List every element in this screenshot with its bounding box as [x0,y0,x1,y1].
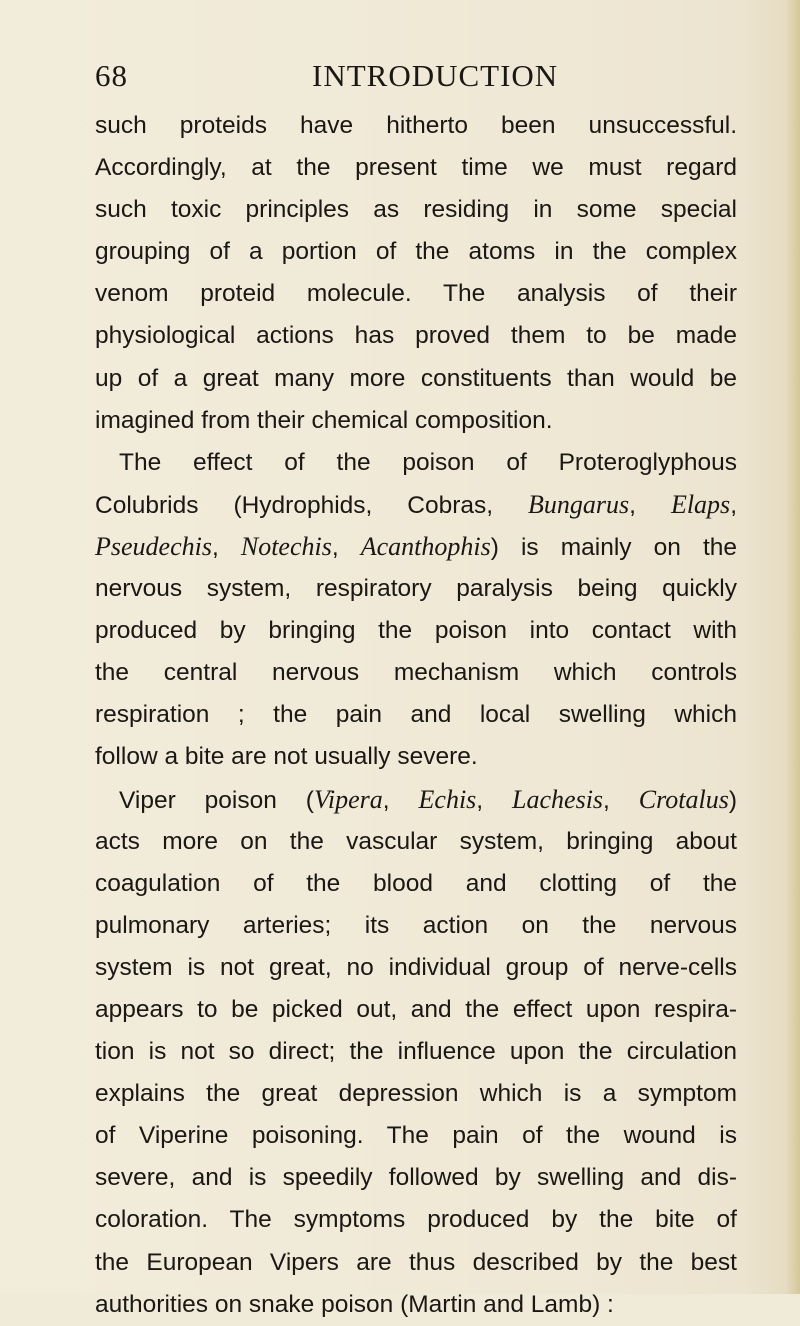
text-segment: severe, and is speedily followed by swelling and dis- [95,1164,737,1192]
text-segment: Viper poison ( [119,786,314,814]
text-segment: The effect of the poison of Proteroglyphous [119,448,737,476]
text-segment: imagined from their chemical composition. [95,406,553,434]
text-segment: , [629,491,671,519]
text-line [95,1284,737,1326]
text-segment: acts more on the vascular system, bringing about [95,827,737,855]
text-segment: of Viperine poisoning. The pain of the wound is [95,1122,737,1150]
page-edge-shadow [786,0,800,1294]
italic-term: Pseudechis [95,531,212,561]
text-line [95,273,737,315]
text-segment: coagulation of the blood and clotting of the [95,869,737,897]
italic-term: Echis [418,784,477,814]
text-segment: such toxic principles as residing in some special [95,196,737,224]
text-line [95,484,737,526]
text-line [95,189,737,231]
text-line [95,905,737,947]
text-segment: , [476,786,513,814]
text-line [95,779,737,821]
italic-term: Crotalus [638,784,729,814]
text-line [95,105,737,147]
text-segment: , [331,533,361,561]
text-segment: , [382,786,419,814]
italic-term: Bungarus [528,489,630,519]
text-segment: nervous system, respiratory paralysis being quickly [95,575,737,603]
text-line [95,947,737,989]
text-segment: coloration. The symptoms produced by the bite of [95,1206,737,1234]
text-segment: produced by bringing the poison into contact with [95,617,737,645]
text-line [95,442,737,484]
text-line [95,989,737,1031]
text-segment: tion is not so direct; the influence upon the circulation [95,1038,737,1066]
text-segment: system is not great, no individual group of nerve-cells [95,953,737,981]
text-segment: follow a bite are not usually severe. [95,743,478,771]
text-line [95,358,737,400]
text-segment: Colubrids (Hydrophids, Cobras, [95,491,529,519]
text-segment: appears to be picked out, and the effect upon respira- [95,995,737,1023]
text-line [95,231,737,273]
text-segment: the European Vipers are thus described by the best [95,1248,737,1276]
text-line [95,863,737,905]
running-header [95,58,735,108]
italic-term: Vipera [313,784,383,814]
text-segment: Accordingly, at the present time we must regard [95,154,737,182]
text-segment: , [603,786,639,814]
text-segment: pulmonary arteries; its action on the nervous [95,911,737,939]
italic-term: Lachesis [512,784,604,814]
running-head-title: INTRODUCTION [312,58,559,93]
text-line [95,1115,737,1157]
text-line [95,1031,737,1073]
text-segment: ) [728,786,737,814]
text-line [95,1157,737,1199]
text-line [95,694,737,736]
text-line [95,610,737,652]
text-line [95,652,737,694]
text-line [95,1199,737,1241]
text-segment: venom proteid molecule. The analysis of their [95,280,737,308]
text-line [95,315,737,357]
text-line [95,821,737,863]
italic-term: Acanthophis [360,531,491,561]
text-segment: , [730,491,737,519]
text-segment: respiration ; the pain and local swelling which [95,701,737,729]
text-line [95,1242,737,1284]
text-segment: explains the great depression which is a symptom [95,1080,737,1108]
italic-term: Elaps [670,489,731,519]
text-segment: ) is mainly on the [490,533,737,561]
text-segment: the central nervous mechanism which controls [95,659,737,687]
text-line [95,400,737,442]
text-line [95,1073,737,1115]
italic-term: Notechis [240,531,332,561]
text-segment: grouping of a portion of the atoms in the complex [95,238,737,266]
text-segment: authorities on snake poison (Martin and Lamb) : [95,1290,614,1318]
text-segment: physiological actions has proved them to be made [95,322,737,350]
text-line [95,736,737,778]
text-segment: up of a great many more constituents than would be [95,364,737,392]
body-text [95,105,737,1326]
text-line [95,568,737,610]
text-line [95,526,737,568]
page-number: 68 [95,58,128,93]
text-line [95,147,737,189]
text-segment: such proteids have hitherto been unsuccessful. [95,112,737,139]
text-segment: , [211,533,241,561]
